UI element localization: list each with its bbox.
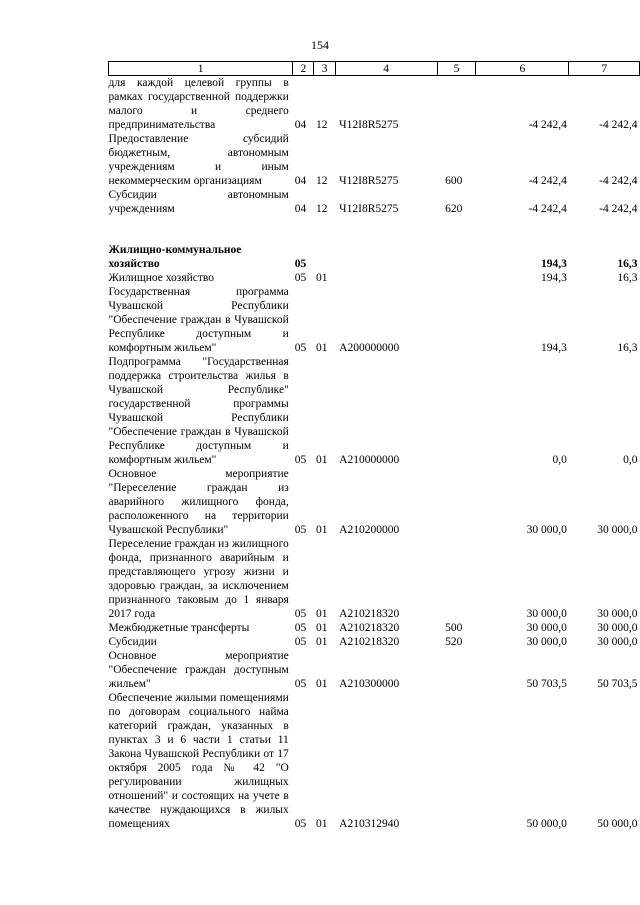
row-section: 05 xyxy=(294,608,307,620)
row-target-code xyxy=(335,271,437,285)
row-sum-year-2: 16,3 xyxy=(617,342,638,354)
table-row xyxy=(109,188,640,216)
row-section: 05 xyxy=(294,524,307,536)
row-expense-type: 520 xyxy=(445,636,463,648)
row-subsection: 12 xyxy=(315,203,328,215)
row-name: Основное мероприятие "Переселение граждан из аварийного жилищного фонда, расположенного на территории Чувашской Республики" xyxy=(108,468,289,536)
column-number-header xyxy=(109,62,640,76)
row-subsection: 01 xyxy=(315,678,328,690)
table-row xyxy=(109,285,640,355)
row-target-code: A210312940 xyxy=(339,818,400,830)
table-row xyxy=(109,691,640,831)
row-target-code: A210218320 xyxy=(339,608,400,620)
row-section: 05 xyxy=(294,678,307,690)
row-sum-year-1: 30 000,0 xyxy=(526,636,567,648)
row-subsection: 12 xyxy=(315,175,328,187)
table-row xyxy=(109,649,640,691)
row-subsection: 01 xyxy=(315,622,328,634)
column-header-2: 2 xyxy=(293,62,314,76)
row-sum-year-1: -4 242,4 xyxy=(528,175,567,187)
row-section: 04 xyxy=(294,119,307,131)
row-sum-year-2: -4 242,4 xyxy=(599,119,638,131)
column-header-3: 3 xyxy=(314,62,335,76)
row-section: 05 xyxy=(294,258,307,270)
row-sum-year-1: 194,3 xyxy=(541,258,567,270)
table-body xyxy=(109,76,640,832)
row-target-code: A210200000 xyxy=(339,524,400,536)
row-name: Субсидии xyxy=(108,636,157,648)
table-row xyxy=(109,271,640,285)
row-sum-year-2: 30 000,0 xyxy=(597,524,638,536)
row-expense-type: 600 xyxy=(445,175,463,187)
row-target-code: A210218320 xyxy=(339,636,400,648)
row-sum-year-1: 30 000,0 xyxy=(526,622,567,634)
table-row xyxy=(109,243,640,271)
row-target-code: Ч12I8R5275 xyxy=(339,203,399,215)
table-row xyxy=(109,635,640,649)
table-row xyxy=(109,537,640,621)
row-subsection: 01 xyxy=(315,454,328,466)
row-sum-year-1: 30 000,0 xyxy=(526,608,567,620)
row-subsection: 01 xyxy=(315,272,328,284)
row-sum-year-1: -4 242,4 xyxy=(528,203,567,215)
row-sum-year-2: 30 000,0 xyxy=(597,622,638,634)
row-target-code xyxy=(335,243,437,271)
row-sum-year-2: 50 703,5 xyxy=(597,678,638,690)
row-name: Обеспечение жилыми помещениями по договорам социального найма категорий граждан, указанных в пунктах 3 и 6 части 1 статьи 11 Закона Чувашской Республики от 17 октября 2005 года № 42 "О регулировании жилищных отношений" и состоящих на учете в качестве нуждающихся в жилых помещениях xyxy=(108,692,289,830)
row-name: Подпрограмма "Государственная поддержка строительства жилья в Чувашской Республике" государственной программы Чувашской Республики "Обеспечение граждан в Чувашской Республике доступным и комфортным жильем" xyxy=(108,356,289,466)
row-sum-year-2: 30 000,0 xyxy=(597,636,638,648)
row-sum-year-2: -4 242,4 xyxy=(599,175,638,187)
column-header-1: 1 xyxy=(109,62,293,76)
row-sum-year-2: 16,3 xyxy=(617,272,638,284)
row-name: для каждой целевой группы в рамках государственной поддержки малого и среднего предпринимательства xyxy=(108,77,289,131)
row-sum-year-1: 0,0 xyxy=(552,454,567,466)
row-expense-type xyxy=(437,243,476,271)
page-number: 154 xyxy=(311,38,329,52)
row-name: Основное мероприятие "Обеспечение граждан доступным жильем" xyxy=(108,650,289,690)
row-expense-type xyxy=(437,285,476,355)
row-expense-type xyxy=(437,355,476,467)
row-spacer-cell xyxy=(109,216,640,243)
table-row xyxy=(109,76,640,133)
row-section: 04 xyxy=(294,175,307,187)
row-expense-type xyxy=(437,271,476,285)
table-row xyxy=(109,132,640,188)
row-sum-year-2: 50 000,0 xyxy=(597,818,638,830)
row-subsection: 12 xyxy=(315,119,328,131)
row-sum-year-1: 50 703,5 xyxy=(526,678,567,690)
row-subsection: 01 xyxy=(315,342,328,354)
row-expense-type xyxy=(437,467,476,537)
column-header-6: 6 xyxy=(476,62,569,76)
column-header-4: 4 xyxy=(335,62,437,76)
row-name: Межбюджетные трансферты xyxy=(108,622,250,634)
row-sum-year-2: -4 242,4 xyxy=(599,203,638,215)
row-sum-year-2: 30 000,0 xyxy=(597,608,638,620)
row-spacer xyxy=(109,216,640,243)
row-target-code: A210300000 xyxy=(339,678,400,690)
row-expense-type xyxy=(437,649,476,691)
table-row xyxy=(109,467,640,537)
column-header-7: 7 xyxy=(569,62,640,76)
row-section: 05 xyxy=(294,818,307,830)
column-header-5: 5 xyxy=(437,62,476,76)
row-name: Жилищное хозяйство xyxy=(108,272,215,284)
row-expense-type xyxy=(437,691,476,831)
row-subsection: 01 xyxy=(315,608,328,620)
row-sum-year-1: 50 000,0 xyxy=(526,818,567,830)
row-sum-year-1: -4 242,4 xyxy=(528,119,567,131)
row-section: 05 xyxy=(294,636,307,648)
budget-table xyxy=(108,61,640,831)
row-sum-year-2: 16,3 xyxy=(617,258,638,270)
row-expense-type xyxy=(437,537,476,621)
row-name: Государственная программа Чувашской Республики "Обеспечение граждан в Чувашской Республике доступным и комфортным жильем" xyxy=(108,286,289,354)
row-sum-year-1: 194,3 xyxy=(541,342,567,354)
row-target-code: A210000000 xyxy=(339,454,400,466)
row-expense-type: 500 xyxy=(445,622,463,634)
row-expense-type xyxy=(437,76,476,133)
row-name: Переселение граждан из жилищного фонда, признанного аварийным и представляющего угрозу жизни и здоровью граждан, за исключением признанного таковым до 1 января 2017 года xyxy=(108,538,289,620)
row-sum-year-2: 0,0 xyxy=(623,454,638,466)
row-sum-year-1: 30 000,0 xyxy=(526,524,567,536)
row-sum-year-1: 194,3 xyxy=(541,272,567,284)
row-target-code: Ч12I8R5275 xyxy=(339,119,399,131)
row-target-code: A210218320 xyxy=(339,622,400,634)
row-subsection: 01 xyxy=(315,636,328,648)
row-name: Предоставление субсидий бюджетным, автономным учреждениям и иным некоммерческим организациям xyxy=(108,133,289,187)
table-row xyxy=(109,355,640,467)
row-target-code: Ч12I8R5275 xyxy=(339,175,399,187)
row-name: Субсидии автономным учреждениям xyxy=(108,189,289,215)
row-section: 05 xyxy=(294,272,307,284)
row-target-code: A200000000 xyxy=(339,342,400,354)
row-subsection xyxy=(314,243,335,271)
table-row xyxy=(109,621,640,635)
row-expense-type: 620 xyxy=(445,203,463,215)
row-section: 05 xyxy=(294,342,307,354)
row-section: 04 xyxy=(294,203,307,215)
row-section: 05 xyxy=(294,454,307,466)
row-section: 05 xyxy=(294,622,307,634)
row-subsection: 01 xyxy=(315,524,328,536)
row-name: Жилищно-коммунальное хозяйство xyxy=(108,244,242,270)
row-subsection: 01 xyxy=(315,818,328,830)
